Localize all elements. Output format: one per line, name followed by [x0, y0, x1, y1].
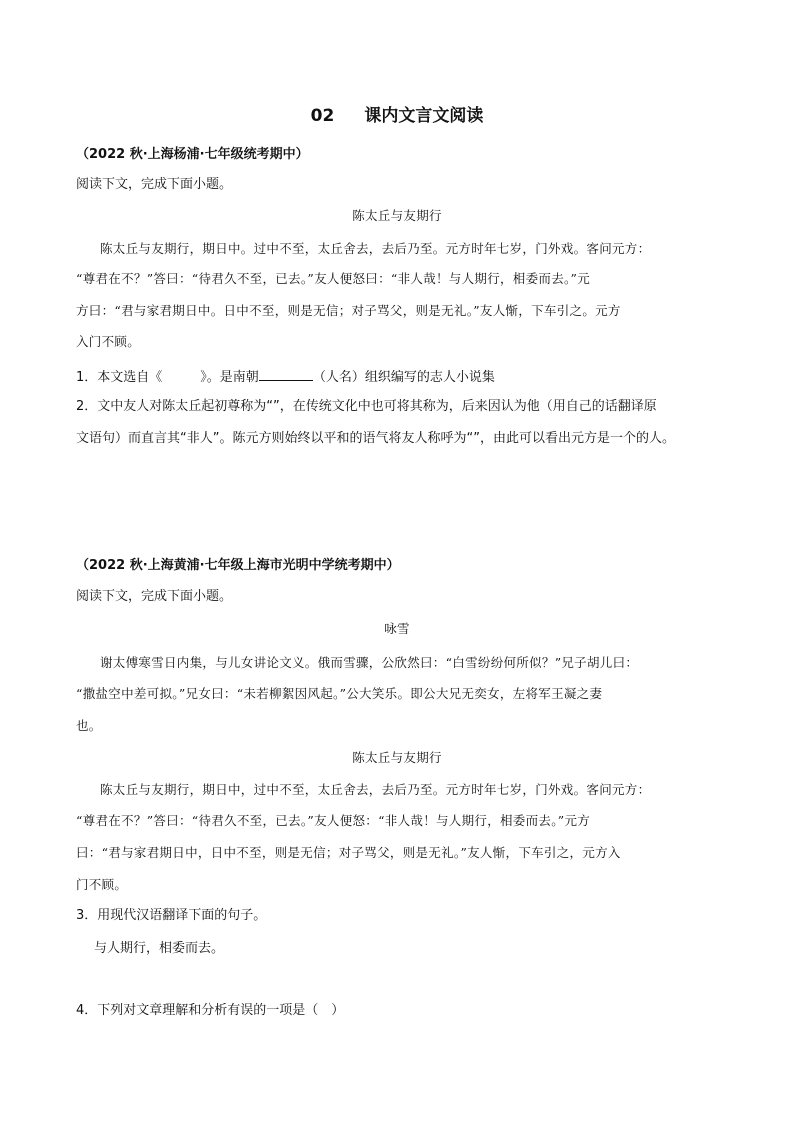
question-text: （人名）组织编写的志人小说集 — [312, 370, 495, 385]
passage-line: 陈太丘与友期行，期日中，过中不至，太丘舍去，去后乃至。元方时年七岁，门外戏。客问元方： — [100, 782, 651, 797]
question-2-line: 2．文中友人对陈太丘起初尊称为“”，在传统文化中也可将其称为，后来因认为他（用自己的话翻译原 — [76, 399, 657, 414]
passage-line: “撒盐空中差可拟。”兄女曰：“未若柳絮因风起。”公大笑乐。即公大兄无奕女，左将军王凝之妻 — [76, 686, 603, 701]
section1-passage-line: 陈太丘与友期行，期日中。过中不至，太丘舍去，去后乃至。元方时年七岁，门外戏。客问元方： — [100, 241, 651, 256]
question-1 — [76, 367, 495, 387]
passage-line: 也。 — [76, 718, 102, 733]
question-3-sentence: 与人期行，相委而去。 — [94, 941, 225, 956]
section1-instruction: 阅读下文，完成下面小题。 — [76, 177, 233, 192]
passage-line: 门不顾。 — [76, 877, 128, 892]
page-title — [0, 104, 794, 128]
passage-title-chentaiqiu: 陈太丘与友期行 — [352, 750, 442, 765]
question-text: 》。是南朝 — [200, 370, 259, 385]
question-text: 本文选自《 — [97, 370, 163, 385]
section1-passage-line: 入门不顾。 — [76, 334, 141, 349]
section1-passage-title: 陈太丘与友期行 — [352, 208, 442, 223]
section1-passage-line: “尊君在不？”答曰：“待君久不至，已去。”友人便怒曰：“非人哉！与人期行，相委而去。”元 — [76, 271, 591, 286]
passage-line: “尊君在不？”答曰：“待君久不至，已去。”友人便怒：“非人哉！与人期行，相委而去。”元方 — [76, 813, 591, 828]
title-number: 02 — [310, 106, 335, 126]
question-number: 1． — [76, 370, 98, 385]
question-3: 3．用现代汉语翻译下面的句子。 — [76, 908, 267, 923]
section2-instruction: 阅读下文，完成下面小题。 — [76, 589, 233, 604]
section2-source: （2022 秋·上海黄浦·七年级上海市光明中学统考期中） — [76, 558, 400, 573]
title-text: 课内文言文阅读 — [364, 106, 484, 126]
passage-line: 曰：“君与家君期日中，日中不至，则是无信；对子骂父，则是无礼。”友人惭，下车引之，元方入 — [76, 845, 621, 860]
passage-line: 谢太傅寒雪日内集，与儿女讲论文义。俄而雪骤，公欣然曰：“白雪纷纷何所似？”兄子胡儿曰： — [100, 655, 639, 670]
section1-source: （2022 秋·上海杨浦·七年级统考期中） — [76, 147, 309, 162]
answer-blank — [259, 367, 313, 381]
question-4: 4．下列对文章理解和分析有误的一项是（ ） — [76, 1003, 345, 1018]
question-2-line: 文语句）而直言其“非人”。陈元方则始终以平和的语气将友人称呼为“”，由此可以看出元方是一个的人。 — [76, 431, 675, 446]
passage-title-yongxue: 咏雪 — [384, 621, 410, 636]
section1-passage-line: 方曰：“君与家君期日中。日中不至，则是无信；对子骂父，则是无礼。”友人惭，下车引之。元方 — [76, 303, 621, 318]
